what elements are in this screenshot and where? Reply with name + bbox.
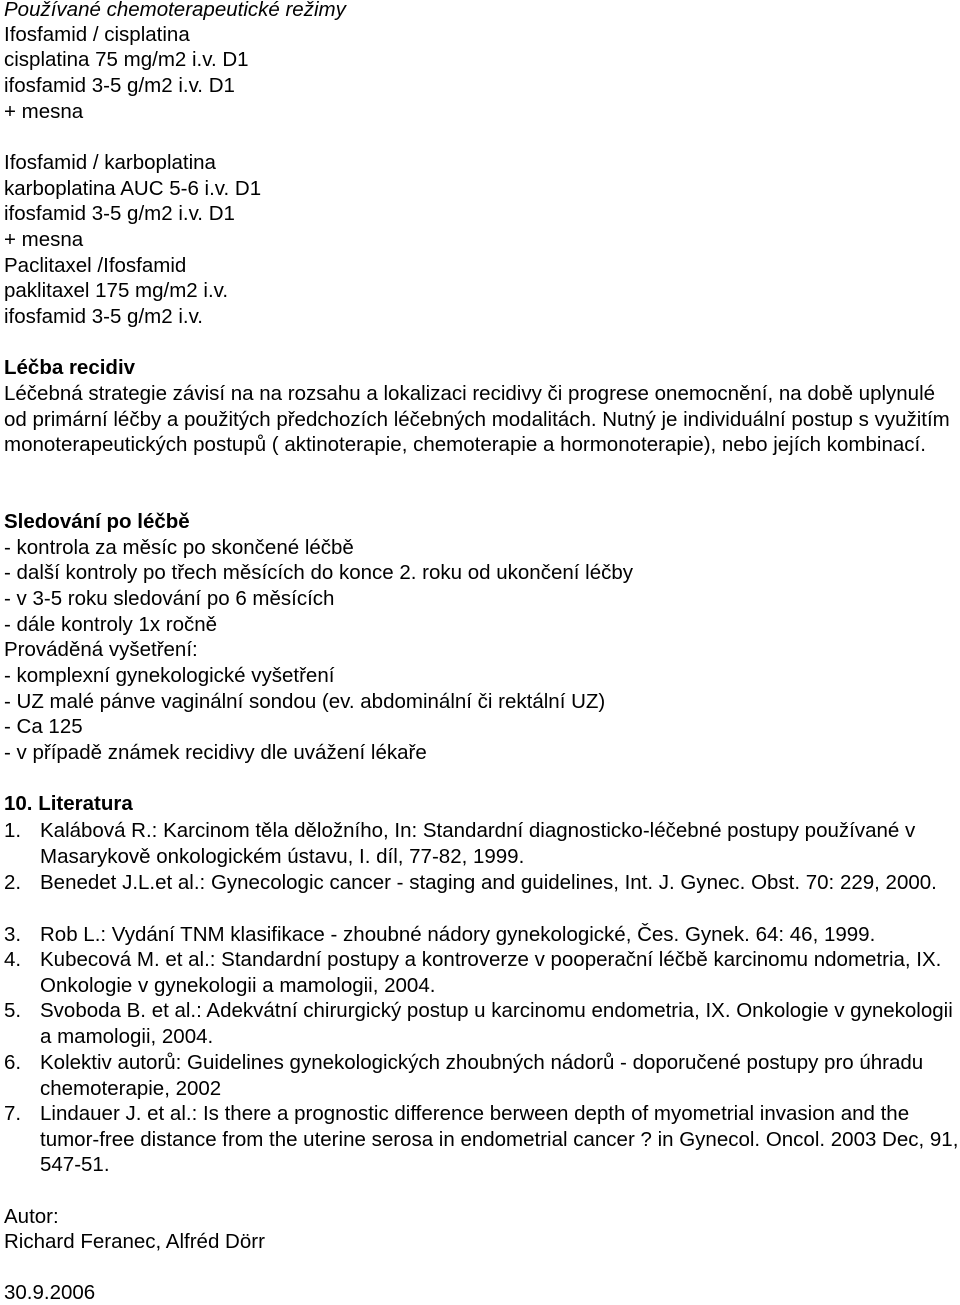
regimen-line: karboplatina AUC 5-6 i.v. D1 bbox=[4, 177, 262, 200]
followup-line: - UZ malé pánve vaginální sondou (ev. abdominální či rektální UZ) bbox=[4, 690, 606, 713]
regimen-line: + mesna bbox=[4, 100, 84, 123]
reference-text: Rob L.: Vydání TNM klasifikace - zhoubné nádory gynekologické, Čes. Gynek. 64: 46, 1999. bbox=[40, 923, 876, 946]
reference-text: Kalábová R.: Karcinom těla děložního, In: Standardní diagnosticko-léčebné postupy používané v Masarykově onkologickém ústavu, I. díl, 77-82, 1999. bbox=[40, 819, 916, 868]
regimen-line: + mesna bbox=[4, 228, 84, 251]
followup-line: - Ca 125 bbox=[4, 715, 83, 738]
followup-line: - další kontroly po třech měsících do konce 2. roku od ukončení léčby bbox=[4, 561, 633, 584]
literature-heading: 10. Literatura bbox=[4, 792, 133, 815]
reference-number: 7. bbox=[4, 1102, 22, 1125]
reference-number: 3. bbox=[4, 923, 22, 946]
regimen-line: ifosfamid 3-5 g/m2 i.v. bbox=[4, 305, 203, 328]
recurrence-paragraph: Léčebná strategie závisí na na rozsahu a lokalizaci recidivy či progrese onemocnění, na době uplynulé od primární léčby a použitých předchozích léčebných modalitách. Nutný je individuální postup s využitím monoterapeutických postupů ( aktinoterapie, chemoterapie a hormonoterapie), nebo jejích kombinací. bbox=[4, 382, 950, 457]
followup-line: - dále kontroly 1x ročně bbox=[4, 613, 218, 636]
regimen-line: ifosfamid 3-5 g/m2 i.v. D1 bbox=[4, 74, 235, 97]
reference-number: 5. bbox=[4, 999, 22, 1022]
reference-text: Benedet J.L.et al.: Gynecologic cancer - staging and guidelines, Int. J. Gynec. Obst. 70: 229, 2000. bbox=[40, 871, 937, 894]
author-label: Autor: bbox=[4, 1205, 59, 1228]
reference-text: Kubecová M. et al.: Standardní postupy a kontroverze v pooperační léčbě karcinomu ndometria, IX. Onkologie v gynekologii a mamologii, 2004. bbox=[40, 948, 942, 997]
regimen-line: Paclitaxel /Ifosfamid bbox=[4, 254, 187, 277]
regimen-line: Ifosfamid / cisplatina bbox=[4, 23, 190, 46]
reference-text: Svoboda B. et al.: Adekvátní chirurgický postup u karcinomu endometria, IX. Onkologie v gynekologii a mamologii, 2004. bbox=[40, 999, 953, 1048]
reference-number: 6. bbox=[4, 1051, 22, 1074]
regimens-heading: Používané chemoterapeutické režimy bbox=[4, 0, 346, 21]
followup-line: - kontrola za měsíc po skončené léčbě bbox=[4, 536, 354, 559]
followup-line: - v 3-5 roku sledování po 6 měsících bbox=[4, 587, 335, 610]
reference-number: 2. bbox=[4, 871, 22, 894]
reference-text: Lindauer J. et al.: Is there a prognostic difference berween depth of myometrial invasion and the tumor-free distance from the uterine serosa in endometrial cancer ? in Gynecol. Oncol. 2003 Dec, 91, 547-51. bbox=[40, 1102, 959, 1177]
regimen-line: ifosfamid 3-5 g/m2 i.v. D1 bbox=[4, 202, 235, 225]
regimen-line: paklitaxel 175 mg/m2 i.v. bbox=[4, 279, 229, 302]
followup-heading: Sledování po léčbě bbox=[4, 510, 190, 533]
reference-text: Kolektiv autorů: Guidelines gynekologických zhoubných nádorů - doporučené postupy pro úhradu chemoterapie, 2002 bbox=[40, 1051, 924, 1100]
document-date: 30.9.2006 bbox=[4, 1281, 96, 1304]
regimen-line: Ifosfamid / karboplatina bbox=[4, 151, 216, 174]
reference-number: 1. bbox=[4, 819, 22, 842]
recurrence-heading: Léčba recidiv bbox=[4, 356, 136, 379]
followup-line: Prováděná vyšetření: bbox=[4, 638, 198, 661]
followup-line: - komplexní gynekologické vyšetření bbox=[4, 664, 335, 687]
reference-number: 4. bbox=[4, 948, 22, 971]
followup-line: - v případě známek recidivy dle uvážení lékaře bbox=[4, 741, 427, 764]
author-names: Richard Feranec, Alfréd Dörr bbox=[4, 1230, 265, 1253]
regimen-line: cisplatina 75 mg/m2 i.v. D1 bbox=[4, 48, 249, 71]
